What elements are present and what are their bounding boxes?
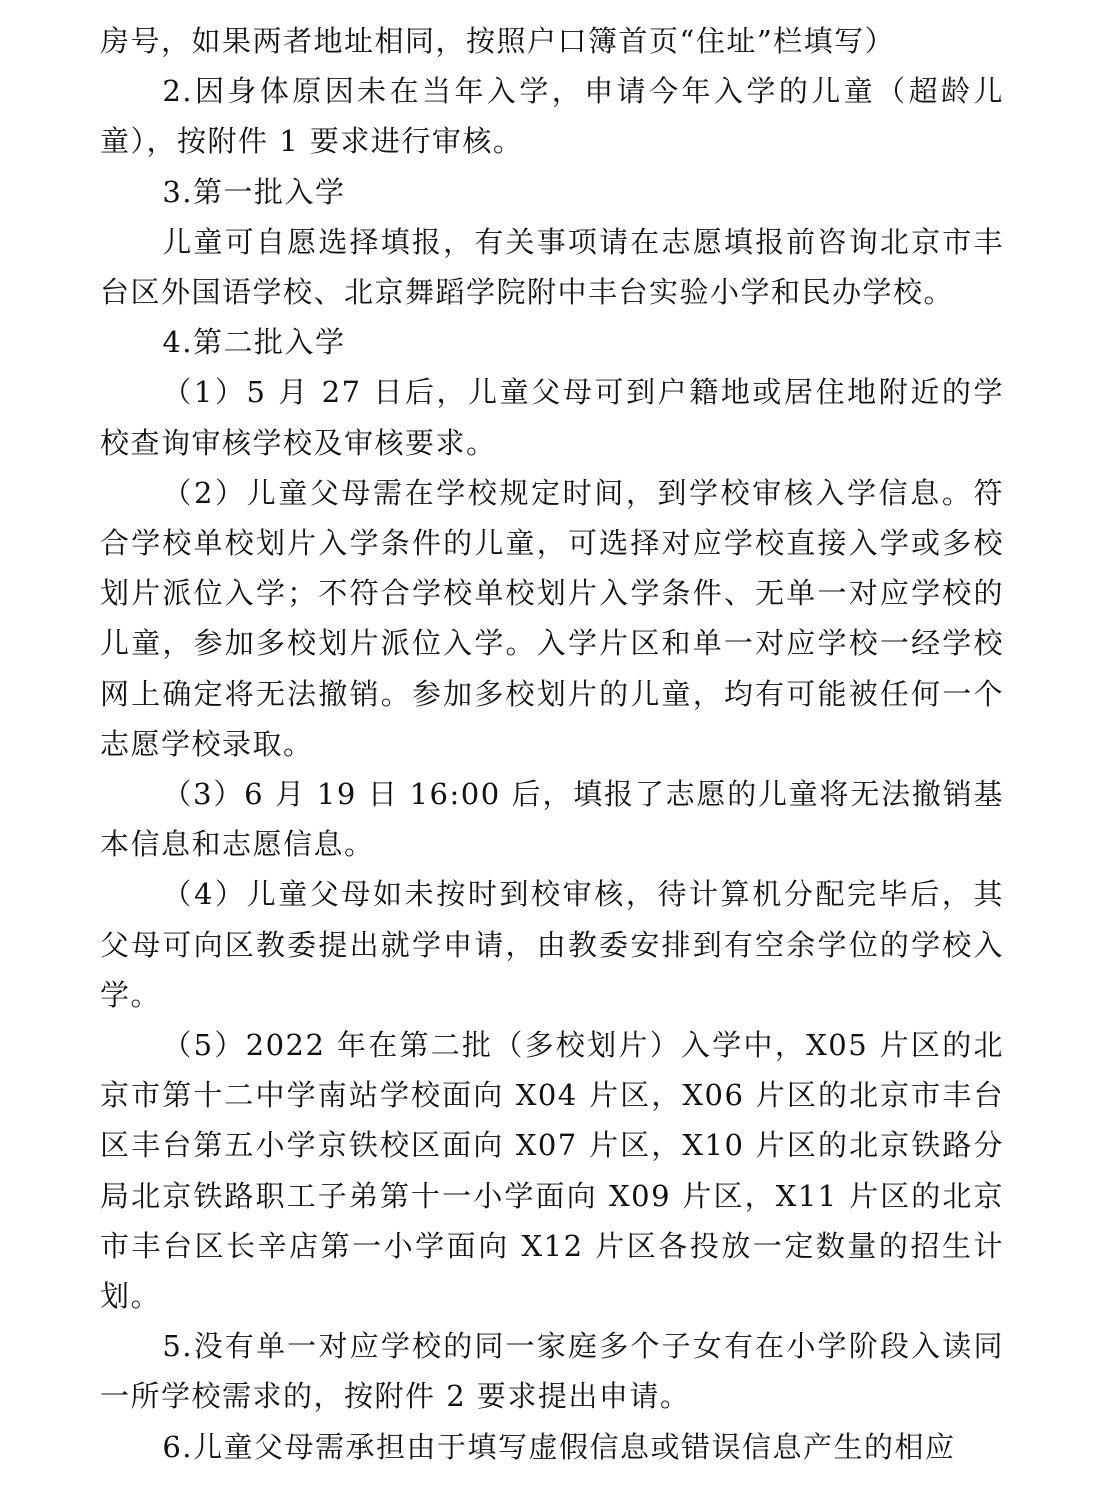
- paragraph-item-5: 5.没有单一对应学校的同一家庭多个子女有在小学阶段入读同一所学校需求的，按附件 2 要求提出申请。: [100, 1329, 1004, 1414]
- paragraph-second-batch-5: （5）2022 年在第二批（多校划片）入学中，X05 片区的北京市第十二中学南站学校面向 X04 片区，X06 片区的北京市丰台区丰台第五小学京铁校区面向 X07 片区，X10 片区的北京铁路分局北京铁路职工子弟第十一小学面向 X09 片区，X11 片区的北京市丰台区长辛店第一小学面向 X12 片区各投放一定数量的招生计划。: [100, 1028, 1004, 1314]
- paragraph-address-note: 房号，如果两者地址相同，按照户口簿首页“住址”栏填写）: [100, 24, 896, 58]
- paragraph-second-batch-2: （2）儿童父母需在学校规定时间，到学校审核入学信息。符合学校单校划片入学条件的儿童，可选择对应学校直接入学或多校划片派位入学；不符合学校单校划片入学条件、无单一对应学校的儿童，参加多校划片派位入学。入学片区和单一对应学校一经学校网上确定将无法撤销。参加多校划片的儿童，均有可能被任何一个志愿学校录取。: [100, 475, 1004, 761]
- paragraph-item-6: 6.儿童父母需承担由于填写虚假信息或错误信息产生的相应: [162, 1429, 956, 1464]
- document-page: [100, 16, 1004, 1472]
- paragraph-second-batch-1: （1）5 月 27 日后，儿童父母可到户籍地或居住地附近的学校查询审核学校及审核要求。: [100, 375, 1004, 460]
- paragraph-second-batch-3: （3）6 月 19 日 16:00 后，填报了志愿的儿童将无法撤销基本信息和志愿信息。: [100, 777, 1004, 862]
- paragraph-item-2: 2.因身体原因未在当年入学，申请今年入学的儿童（超龄儿童），按附件 1 要求进行审核。: [100, 74, 1004, 159]
- heading-first-batch: 3.第一批入学: [162, 174, 346, 209]
- heading-second-batch: 4.第二批入学: [162, 325, 346, 360]
- paragraph-second-batch-4: （4）儿童父母如未按时到校审核，待计算机分配完毕后，其父母可向区教委提出就学申请，由教委安排到有空余学位的学校入学。: [100, 877, 1004, 1012]
- paragraph-first-batch: 儿童可自愿选择填报，有关事项请在志愿填报前咨询北京市丰台区外国语学校、北京舞蹈学院附中丰台实验小学和民办学校。: [100, 224, 1004, 310]
